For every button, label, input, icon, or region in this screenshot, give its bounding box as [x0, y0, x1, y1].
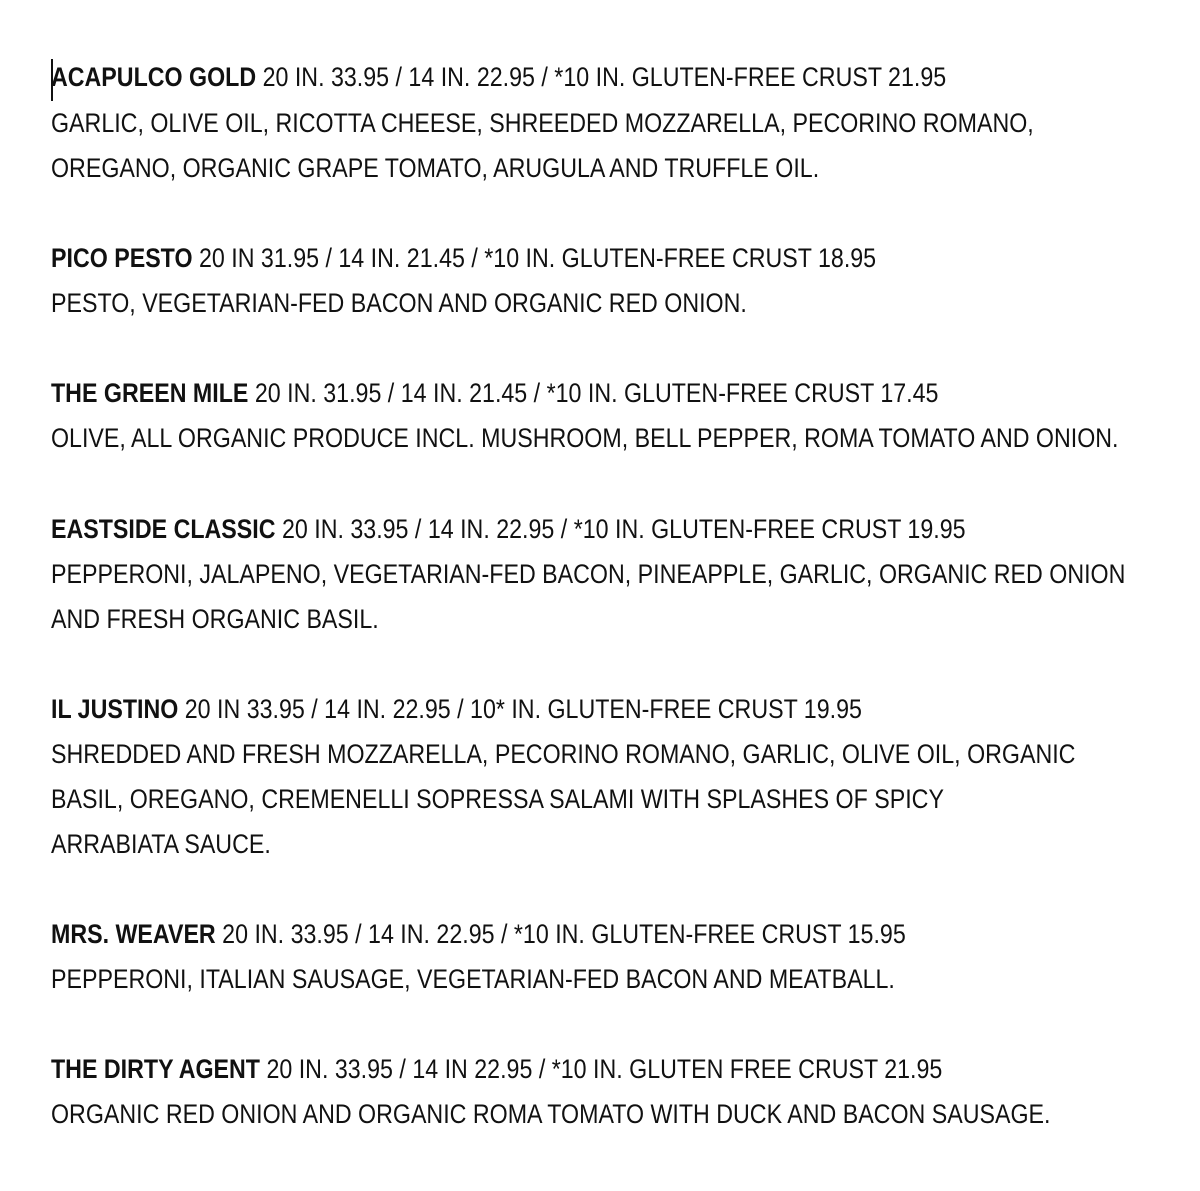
menu-item-header — [51, 241, 876, 275]
menu-item-prices: 20 IN. 33.95 / 14 IN. 22.95 / *10 IN. GLUTEN-FREE CRUST 21.95 — [262, 62, 947, 92]
menu-item-prices: 20 IN. 33.95 / 14 IN 22.95 / *10 IN. GLUTEN FREE CRUST 21.95 — [266, 1054, 943, 1084]
menu-item-name: MRS. WEAVER — [51, 919, 216, 949]
menu-item-prices: 20 IN. 31.95 / 14 IN. 21.45 / *10 IN. GLUTEN-FREE CRUST 17.45 — [254, 378, 939, 408]
menu-item-header — [51, 376, 938, 410]
menu-item-prices: 20 IN. 33.95 / 14 IN. 22.95 / *10 IN. GLUTEN-FREE CRUST 19.95 — [281, 514, 966, 544]
menu-item-description: AND FRESH ORGANIC BASIL. — [51, 604, 379, 634]
menu-item-prices: 20 IN. 33.95 / 14 IN. 22.95 / *10 IN. GLUTEN-FREE CRUST 15.95 — [222, 919, 906, 949]
menu-item-header — [51, 60, 946, 94]
menu-item-description: OREGANO, ORGANIC GRAPE TOMATO, ARUGULA AND TRUFFLE OIL. — [51, 153, 820, 183]
menu-item-prices: 20 IN 33.95 / 14 IN. 22.95 / 10* IN. GLUTEN-FREE CRUST 19.95 — [184, 694, 862, 724]
menu-item-description: GARLIC, OLIVE OIL, RICOTTA CHEESE, SHREEDED MOZZARELLA, PECORINO ROMANO, — [51, 108, 1034, 138]
menu-item-description: SHREDDED AND FRESH MOZZARELLA, PECORINO ROMANO, GARLIC, OLIVE OIL, ORGANIC — [51, 739, 1076, 769]
menu-item-header — [51, 917, 906, 951]
menu-item-prices: 20 IN 31.95 / 14 IN. 21.45 / *10 IN. GLUTEN-FREE CRUST 18.95 — [198, 243, 877, 273]
menu-item-description: PEPPERONI, JALAPENO, VEGETARIAN-FED BACON, PINEAPPLE, GARLIC, ORGANIC RED ONION — [51, 559, 1126, 589]
menu-item-header — [51, 1052, 942, 1086]
menu-item-description: OLIVE, ALL ORGANIC PRODUCE INCL. MUSHROOM, BELL PEPPER, ROMA TOMATO AND ONION. — [51, 423, 1119, 453]
menu-item-description: PESTO, VEGETARIAN-FED BACON AND ORGANIC RED ONION. — [51, 288, 747, 318]
menu-item-header — [51, 692, 862, 726]
menu-item-name: IL JUSTINO — [51, 694, 179, 724]
menu-item-description: PEPPERONI, ITALIAN SAUSAGE, VEGETARIAN-FED BACON AND MEATBALL. — [51, 964, 895, 994]
menu-item-header — [51, 512, 966, 546]
menu-item-description: ARRABIATA SAUCE. — [51, 829, 271, 859]
menu-item-name: THE DIRTY AGENT — [51, 1054, 260, 1084]
menu-item-description: ORGANIC RED ONION AND ORGANIC ROMA TOMATO WITH DUCK AND BACON SAUSAGE. — [51, 1099, 1051, 1129]
menu-item-name: THE GREEN MILE — [51, 378, 249, 408]
menu-item-name: ACAPULCO GOLD — [51, 62, 257, 92]
menu-item-description: BASIL, OREGANO, CREMENELLI SOPRESSA SALAMI WITH SPLASHES OF SPICY — [51, 784, 944, 814]
menu-item-name: PICO PESTO — [51, 243, 193, 273]
menu-item-name: EASTSIDE CLASSIC — [51, 514, 276, 544]
